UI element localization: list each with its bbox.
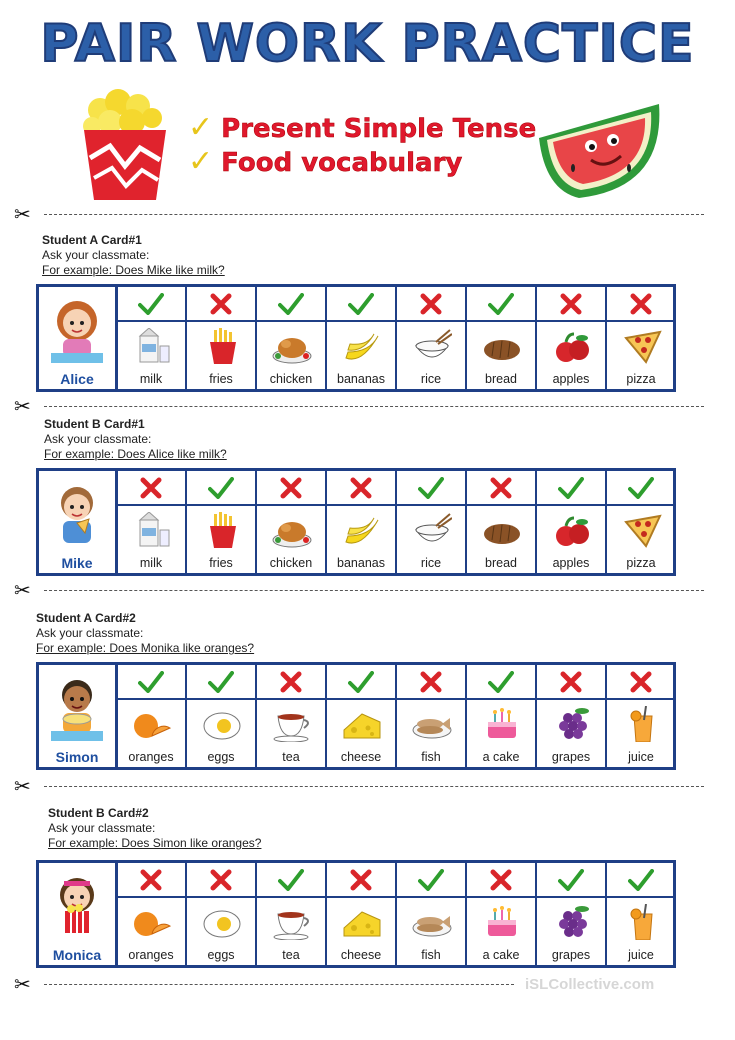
food-card — [36, 662, 676, 770]
food-cell — [325, 506, 395, 573]
card-prompt: Ask your classmate: — [48, 821, 156, 835]
card-heading-block — [42, 233, 225, 278]
person-name: Simon — [55, 749, 99, 765]
check-icon: ✓ — [188, 110, 214, 145]
egg-icon — [202, 904, 242, 940]
food-label: cheese — [340, 750, 382, 764]
orange-icon — [132, 706, 172, 742]
food-label: chicken — [269, 372, 313, 386]
roast-chicken-icon — [272, 328, 312, 364]
orange-icon — [132, 904, 172, 940]
juice-glass-icon — [622, 706, 662, 742]
food-cell — [465, 322, 535, 389]
food-cell — [465, 898, 535, 965]
check-icon — [255, 863, 325, 898]
cut-line — [14, 204, 704, 226]
cut-line — [14, 776, 704, 798]
card-example: For example: Does Simon like oranges? — [48, 836, 262, 850]
juice-glass-icon — [622, 904, 662, 940]
person-name: Mike — [61, 555, 93, 571]
check-icon — [325, 665, 395, 700]
food-label: rice — [420, 556, 442, 570]
food-label: juice — [628, 750, 654, 764]
check-icon — [115, 665, 185, 700]
food-cell — [325, 700, 395, 767]
food-label: a cake — [482, 948, 520, 962]
check-icon — [605, 863, 675, 898]
food-label: tea — [282, 750, 300, 764]
food-cell — [185, 898, 255, 965]
teacup-icon — [272, 706, 312, 742]
check-icon — [325, 287, 395, 322]
fries-icon — [202, 512, 242, 548]
food-cell — [325, 322, 395, 389]
food-cell — [535, 700, 605, 767]
food-label: bread — [485, 556, 517, 570]
rice-bowl-icon — [412, 512, 452, 548]
food-cell — [535, 322, 605, 389]
check-icon: ✓ — [188, 144, 214, 179]
food-label: milk — [139, 372, 163, 386]
fish-icon — [412, 706, 452, 742]
food-label: bananas — [337, 372, 385, 386]
roast-chicken-icon — [272, 512, 312, 548]
cross-icon — [185, 863, 255, 898]
card-heading: Student A Card#1 — [42, 233, 142, 247]
food-cell — [115, 322, 185, 389]
food-label: apples — [552, 372, 590, 386]
food-label: cheese — [340, 948, 382, 962]
person-cell — [39, 287, 118, 389]
cross-icon — [605, 665, 675, 700]
check-icon — [185, 665, 255, 700]
cross-icon — [115, 471, 185, 506]
milk-carton-icon — [132, 512, 172, 548]
food-cell — [185, 700, 255, 767]
person-avatar-icon — [51, 479, 103, 547]
check-icon — [605, 471, 675, 506]
food-cell — [185, 506, 255, 573]
grapes-icon — [552, 706, 592, 742]
person-avatar-icon — [51, 673, 103, 741]
cross-icon — [605, 287, 675, 322]
banana-icon — [342, 512, 382, 548]
food-card — [36, 468, 676, 576]
food-cell — [255, 322, 325, 389]
food-label: fish — [421, 948, 441, 962]
food-cell — [605, 700, 675, 767]
card-heading: Student B Card#2 — [48, 806, 149, 820]
cross-icon — [325, 471, 395, 506]
food-label: apples — [552, 556, 590, 570]
food-cell — [115, 898, 185, 965]
cross-icon — [535, 287, 605, 322]
cross-icon — [535, 665, 605, 700]
watermark: iSLCollective.com — [525, 976, 655, 993]
check-icon — [535, 471, 605, 506]
scissors-icon: ✂ — [14, 204, 31, 226]
apple-icon — [552, 512, 592, 548]
cross-icon — [115, 863, 185, 898]
food-label: eggs — [207, 750, 235, 764]
subtitle-text: Food vocabulary — [221, 148, 463, 178]
cake-icon — [482, 904, 522, 940]
banana-icon — [342, 328, 382, 364]
food-cell — [465, 506, 535, 573]
card-prompt: Ask your classmate: — [44, 432, 152, 446]
teacup-icon — [272, 904, 312, 940]
card-prompt: Ask your classmate: — [36, 626, 144, 640]
food-cell — [395, 700, 465, 767]
check-icon — [395, 863, 465, 898]
check-icon — [465, 287, 535, 322]
person-name: Alice — [60, 371, 94, 387]
food-cell — [535, 898, 605, 965]
dashed-divider — [44, 786, 704, 787]
person-name: Monica — [52, 947, 102, 963]
cake-icon — [482, 706, 522, 742]
subtitle-text: Present Simple Tense — [221, 114, 537, 144]
scissors-icon: ✂ — [14, 974, 31, 996]
card-example: For example: Does Alice like milk? — [44, 447, 227, 461]
cross-icon — [465, 863, 535, 898]
rice-bowl-icon — [412, 328, 452, 364]
cut-line — [14, 974, 514, 996]
dashed-divider — [44, 984, 514, 985]
food-label: grapes — [551, 948, 591, 962]
person-cell — [39, 863, 118, 965]
bread-icon — [482, 512, 522, 548]
milk-carton-icon — [132, 328, 172, 364]
check-icon — [185, 471, 255, 506]
page-title: PAIR WORK PRACTICE — [40, 14, 695, 74]
dashed-divider — [44, 590, 704, 591]
food-cell — [325, 898, 395, 965]
food-cell — [115, 506, 185, 573]
person-avatar-icon — [51, 295, 103, 363]
food-label: milk — [139, 556, 163, 570]
food-cell — [395, 506, 465, 573]
egg-icon — [202, 706, 242, 742]
card-prompt: Ask your classmate: — [42, 248, 150, 262]
check-icon — [115, 287, 185, 322]
dashed-divider — [44, 406, 704, 407]
food-label: pizza — [626, 556, 656, 570]
subtitle-food-vocabulary — [188, 144, 462, 179]
card-heading: Student B Card#1 — [44, 417, 145, 431]
food-label: fish — [421, 750, 441, 764]
cheese-icon — [342, 904, 382, 940]
food-label: oranges — [128, 948, 174, 962]
food-label: chicken — [269, 556, 313, 570]
apple-icon — [552, 328, 592, 364]
food-cell — [535, 506, 605, 573]
food-card — [36, 284, 676, 392]
subtitle-present-simple — [188, 110, 536, 145]
food-label: juice — [628, 948, 654, 962]
food-label: tea — [282, 948, 300, 962]
grapes-icon — [552, 904, 592, 940]
check-icon — [395, 471, 465, 506]
food-label: grapes — [551, 750, 591, 764]
fish-icon — [412, 904, 452, 940]
check-icon — [535, 863, 605, 898]
food-cell — [605, 322, 675, 389]
food-cell — [465, 700, 535, 767]
person-cell — [39, 471, 118, 573]
food-cell — [605, 506, 675, 573]
food-cell — [185, 322, 255, 389]
food-label: eggs — [207, 948, 235, 962]
scissors-icon: ✂ — [14, 776, 31, 798]
cross-icon — [395, 287, 465, 322]
cross-icon — [255, 471, 325, 506]
fries-icon — [202, 328, 242, 364]
food-cell — [255, 506, 325, 573]
food-card — [36, 860, 676, 968]
pizza-icon — [622, 512, 662, 548]
check-icon — [465, 665, 535, 700]
check-icon — [255, 287, 325, 322]
food-label: rice — [420, 372, 442, 386]
watermelon-icon — [533, 98, 665, 203]
card-example: For example: Does Mike like milk? — [42, 263, 225, 277]
food-label: bananas — [337, 556, 385, 570]
dashed-divider — [44, 214, 704, 215]
food-cell — [255, 700, 325, 767]
cut-line — [14, 580, 704, 602]
food-label: oranges — [128, 750, 174, 764]
scissors-icon: ✂ — [14, 396, 31, 418]
person-cell — [39, 665, 118, 767]
food-cell — [605, 898, 675, 965]
card-example: For example: Does Monika like oranges? — [36, 641, 255, 655]
food-label: fries — [209, 372, 233, 386]
card-heading-block — [44, 417, 227, 462]
cross-icon — [395, 665, 465, 700]
food-label: a cake — [482, 750, 520, 764]
cross-icon — [185, 287, 255, 322]
cheese-icon — [342, 706, 382, 742]
bread-icon — [482, 328, 522, 364]
cross-icon — [325, 863, 395, 898]
food-label: fries — [209, 556, 233, 570]
card-heading-block — [36, 611, 254, 656]
card-heading-block — [48, 806, 261, 851]
food-cell — [115, 700, 185, 767]
cross-icon — [255, 665, 325, 700]
cross-icon — [465, 471, 535, 506]
person-avatar-icon — [51, 871, 103, 939]
food-cell — [395, 322, 465, 389]
food-cell — [395, 898, 465, 965]
popcorn-icon — [80, 88, 170, 203]
food-cell — [255, 898, 325, 965]
card-heading: Student A Card#2 — [36, 611, 136, 625]
scissors-icon: ✂ — [14, 580, 31, 602]
food-label: pizza — [626, 372, 656, 386]
food-label: bread — [485, 372, 517, 386]
pizza-icon — [622, 328, 662, 364]
cut-line — [14, 396, 704, 418]
